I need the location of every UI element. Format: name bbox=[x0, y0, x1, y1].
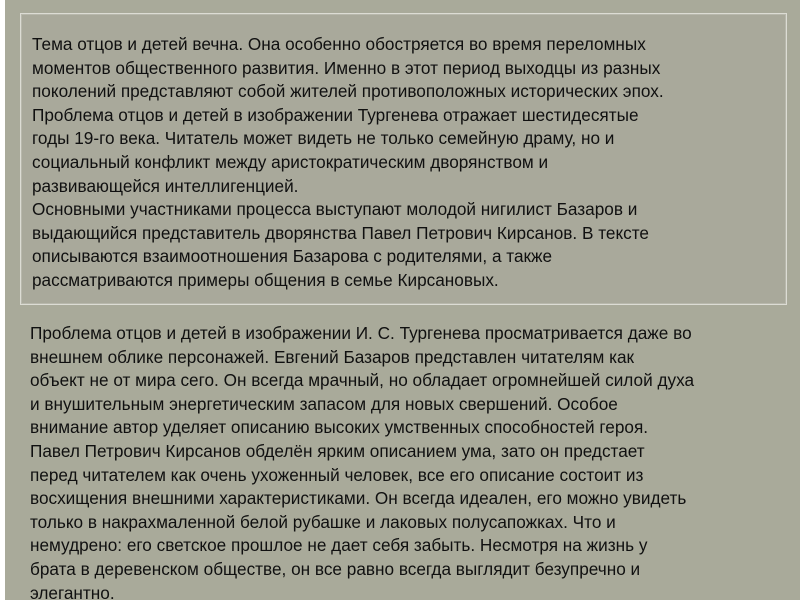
text-line: описываются взаимоотношения Базарова с родителями, а также bbox=[32, 246, 553, 267]
text-line: брата в деревенском обществе, он все равно всегда выглядит безупречно и bbox=[30, 558, 641, 579]
text-line: выдающийся представитель дворянства Павел Петрович Кирсанов. В тексте bbox=[32, 222, 649, 243]
text-line: Проблема отцов и детей в изображении И. С. Тургенева просматривается даже во bbox=[30, 323, 692, 343]
text-line: моментов общественного развития. Именно в этот период выходцы из разных bbox=[32, 57, 661, 78]
text-line: Павел Петрович Кирсанов обделён ярким описанием ума, зато он предстает bbox=[30, 440, 645, 461]
text-line: и внушительным энергетическим запасом для новых свершений. Особое bbox=[30, 393, 618, 414]
text-line: Проблема отцов и детей в изображении Тургенева отражает шестидесятые bbox=[32, 104, 639, 125]
main-paragraph bbox=[30, 322, 798, 600]
text-line: только в накрахмаленной белой рубашке и лаковых полусапожках. Что и bbox=[30, 511, 616, 532]
text-line: рассматриваются примеры общения в семье Кирсановых. bbox=[32, 269, 499, 290]
text-line: объект не от мира сего. Он всегда мрачный, но обладает огромнейшей силой духа bbox=[30, 370, 695, 391]
text-line: развивающейся интеллигенцией. bbox=[32, 175, 299, 196]
text-line: Основными участниками процесса выступают молодой нигилист Базаров и bbox=[32, 199, 638, 220]
text-line: немудрено: его светское прошлое не дает себя забыть. Несмотря на жизнь у bbox=[30, 535, 648, 556]
text-line: внимание автор уделяет описанию высоких умственных способностей героя. bbox=[30, 417, 649, 438]
text-line: Тема отцов и детей вечна. Она особенно обостряется во время переломных bbox=[32, 34, 646, 54]
slide bbox=[5, 0, 800, 600]
text-line: элегантно. bbox=[30, 582, 115, 600]
text-line: восхищения внешними характеристиками. Он всегда идеален, его можно увидеть bbox=[30, 488, 687, 509]
text-line: перед читателем как очень ухоженный человек, все его описание состоит из bbox=[30, 464, 644, 485]
text-line: поколений представляют собой жителей противоположных исторических эпох. bbox=[32, 81, 664, 102]
text-line: годы 19-го века. Читатель может видеть не только семейную драму, но и bbox=[32, 128, 615, 149]
intro-paragraph bbox=[32, 33, 777, 293]
text-line: внешнем облике персонажей. Евгений Базаров представлен читателям как bbox=[30, 346, 635, 367]
text-line: социальный конфликт между аристократическим дворянством и bbox=[32, 151, 549, 172]
